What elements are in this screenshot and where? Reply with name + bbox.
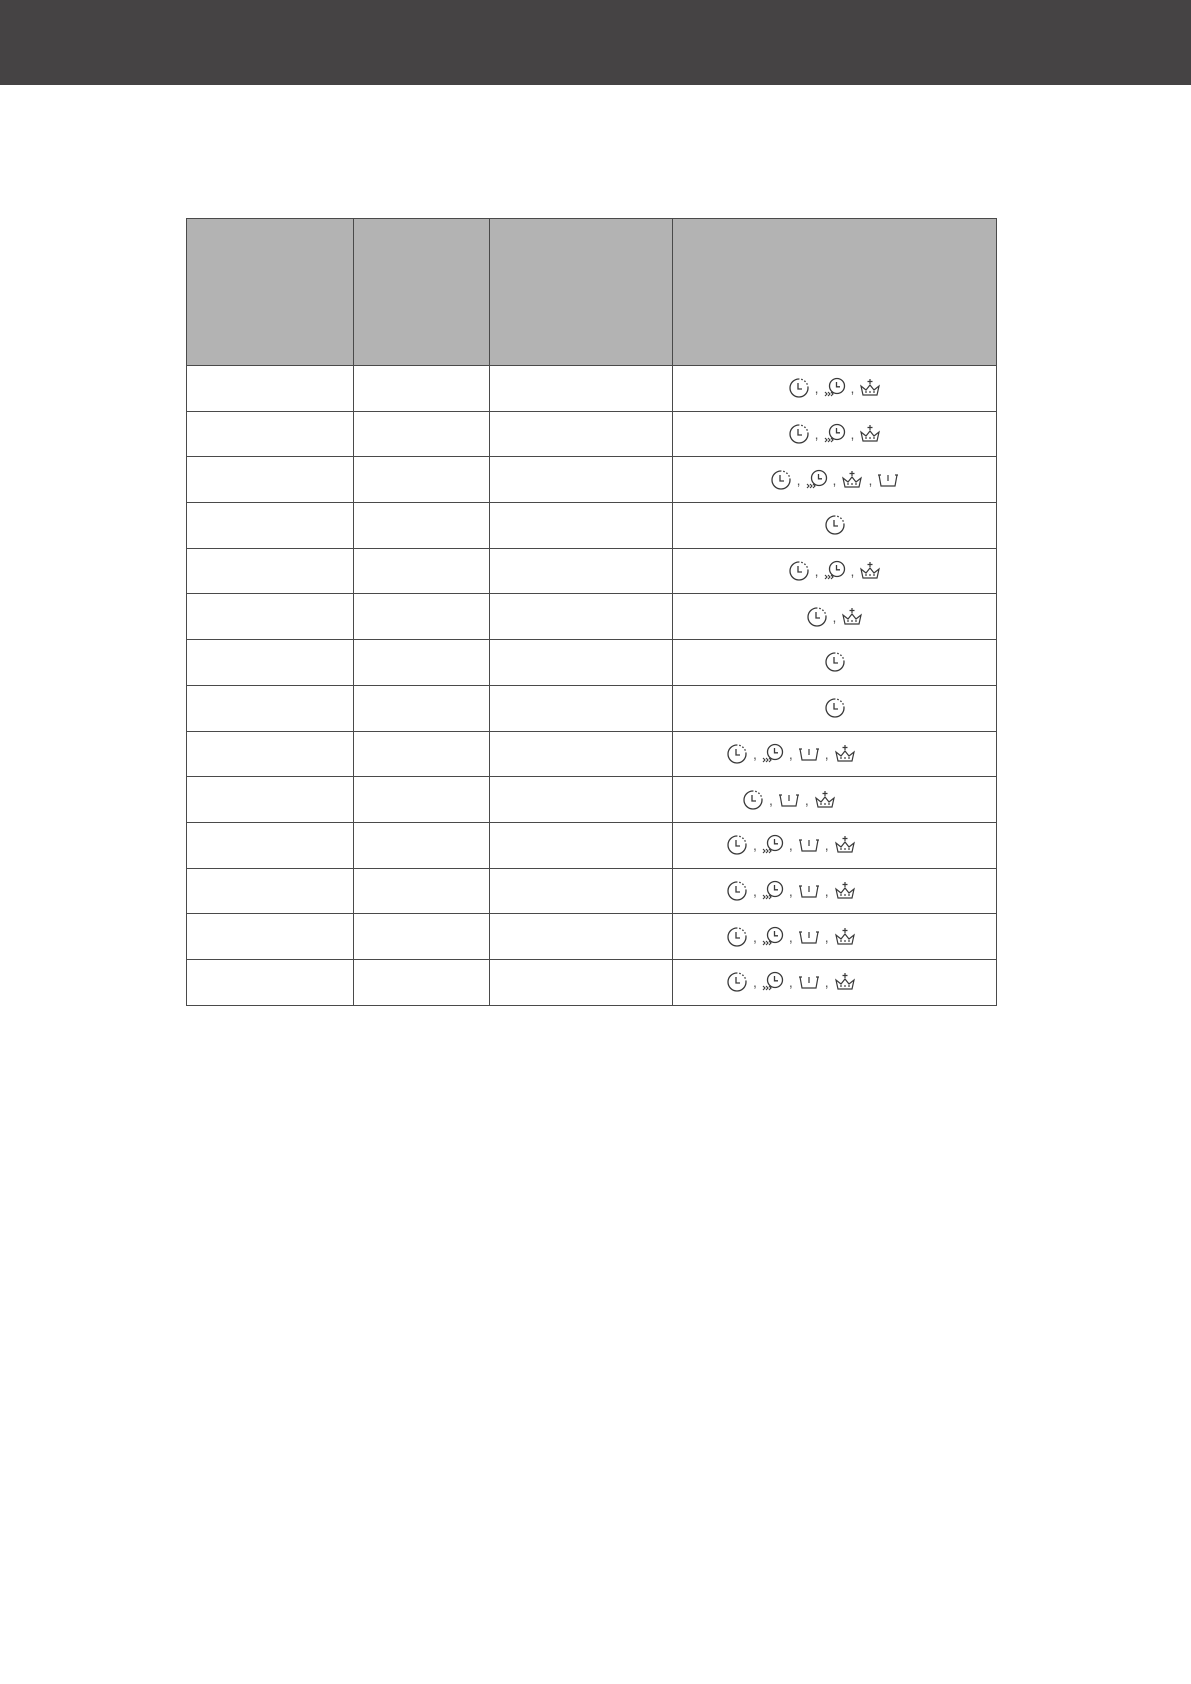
table-header-row <box>187 219 997 366</box>
option-icons-group <box>673 732 996 777</box>
icon-separator: , <box>753 837 757 854</box>
stain-removal-icon <box>858 559 882 583</box>
table-cell-options <box>673 503 997 549</box>
delay-timer-icon <box>725 742 749 766</box>
table-cell-2 <box>354 822 490 868</box>
stain-removal-icon <box>813 788 837 812</box>
header-cell-4 <box>673 219 997 366</box>
delay-timer-icon <box>769 468 793 492</box>
icon-separator: , <box>832 471 837 488</box>
stain-removal-icon <box>833 925 857 949</box>
icon-separator: , <box>788 974 793 991</box>
delay-timer-icon <box>805 605 829 629</box>
table-cell-2 <box>354 457 490 503</box>
header-cell-1 <box>187 219 354 366</box>
option-icons-group <box>673 914 996 959</box>
table-body <box>187 366 997 1006</box>
quick-wash-icon <box>805 468 829 492</box>
icon-separator: , <box>814 426 819 443</box>
quick-wash-icon <box>823 376 847 400</box>
table-row <box>187 503 997 549</box>
icon-separator: , <box>788 928 793 945</box>
table-cell-2 <box>354 868 490 914</box>
quick-wash-icon <box>823 559 847 583</box>
table-cell-2 <box>354 685 490 731</box>
table-cell-2 <box>354 548 490 594</box>
icon-separator: , <box>824 745 829 762</box>
icon-separator: , <box>814 380 819 397</box>
table-row <box>187 731 997 777</box>
table-row <box>187 822 997 868</box>
icon-separator: , <box>824 882 829 899</box>
stain-removal-icon <box>833 742 857 766</box>
program-options-table <box>186 218 997 1006</box>
table-row <box>187 411 997 457</box>
table-row <box>187 959 997 1005</box>
table-cell-2 <box>354 366 490 412</box>
table-cell-3 <box>490 822 673 868</box>
prewash-icon <box>797 970 821 994</box>
stain-removal-icon <box>833 833 857 857</box>
option-icons-group <box>673 594 996 639</box>
table-row <box>187 548 997 594</box>
table-cell-3 <box>490 503 673 549</box>
prewash-icon <box>797 925 821 949</box>
table-cell-3 <box>490 366 673 412</box>
table-cell-1 <box>187 731 354 777</box>
delay-timer-icon <box>823 513 847 537</box>
stain-removal-icon <box>840 605 864 629</box>
prewash-icon <box>876 468 900 492</box>
table-row <box>187 366 997 412</box>
table-cell-options <box>673 914 997 960</box>
table-cell-3 <box>490 914 673 960</box>
table-cell-options <box>673 411 997 457</box>
table-cell-2 <box>354 411 490 457</box>
option-icons-group <box>673 503 996 548</box>
table-row <box>187 457 997 503</box>
option-icons-group <box>673 457 996 502</box>
table-cell-options <box>673 959 997 1005</box>
table-cell-3 <box>490 457 673 503</box>
option-icons-group <box>673 412 996 457</box>
table-cell-1 <box>187 548 354 594</box>
table-cell-1 <box>187 777 354 823</box>
table-cell-options <box>673 868 997 914</box>
header-cell-3 <box>490 219 673 366</box>
table-cell-1 <box>187 503 354 549</box>
table-cell-options <box>673 640 997 686</box>
table-cell-3 <box>490 685 673 731</box>
icon-separator: , <box>788 745 793 762</box>
icon-separator: , <box>868 471 873 488</box>
quick-wash-icon <box>761 925 785 949</box>
stain-removal-icon <box>858 376 882 400</box>
icon-separator: , <box>850 563 855 580</box>
prewash-icon <box>797 742 821 766</box>
icon-separator: , <box>814 563 819 580</box>
icon-separator: , <box>824 837 829 854</box>
icon-separator: , <box>850 426 855 443</box>
icon-separator: , <box>832 608 837 625</box>
option-icons-group <box>673 960 996 1005</box>
table-cell-2 <box>354 640 490 686</box>
option-icons-group <box>673 640 996 685</box>
delay-timer-icon <box>725 879 749 903</box>
delay-timer-icon <box>725 833 749 857</box>
table-cell-1 <box>187 457 354 503</box>
quick-wash-icon <box>761 742 785 766</box>
quick-wash-icon <box>761 970 785 994</box>
icon-separator: , <box>824 974 829 991</box>
table-cell-options <box>673 366 997 412</box>
prewash-icon <box>777 788 801 812</box>
stain-removal-icon <box>833 879 857 903</box>
table-row <box>187 868 997 914</box>
table-cell-3 <box>490 777 673 823</box>
option-icons-group <box>673 549 996 594</box>
table-cell-2 <box>354 731 490 777</box>
table-cell-options <box>673 594 997 640</box>
table-cell-1 <box>187 822 354 868</box>
table-cell-1 <box>187 640 354 686</box>
table-row <box>187 640 997 686</box>
stain-removal-icon <box>833 970 857 994</box>
table-cell-1 <box>187 868 354 914</box>
table-row <box>187 914 997 960</box>
icon-separator: , <box>753 974 757 991</box>
table-cell-3 <box>490 548 673 594</box>
icon-separator: , <box>753 882 757 899</box>
table-cell-options <box>673 548 997 594</box>
table-cell-2 <box>354 777 490 823</box>
table-cell-1 <box>187 914 354 960</box>
table-cell-3 <box>490 640 673 686</box>
option-icons-group <box>673 823 996 868</box>
quick-wash-icon <box>761 879 785 903</box>
table-cell-options <box>673 685 997 731</box>
icon-separator: , <box>850 380 855 397</box>
delay-timer-icon <box>823 650 847 674</box>
option-icons-group <box>673 777 996 822</box>
delay-timer-icon <box>787 559 811 583</box>
table-cell-2 <box>354 959 490 1005</box>
table-cell-3 <box>490 959 673 1005</box>
icon-separator: , <box>769 791 773 808</box>
icon-separator: , <box>788 882 793 899</box>
table-cell-2 <box>354 914 490 960</box>
table-row <box>187 594 997 640</box>
table-cell-options <box>673 822 997 868</box>
header-cell-2 <box>354 219 490 366</box>
icon-separator: , <box>753 928 757 945</box>
icon-separator: , <box>824 928 829 945</box>
table-cell-options <box>673 777 997 823</box>
option-icons-group <box>673 686 996 731</box>
stain-removal-icon <box>840 468 864 492</box>
quick-wash-icon <box>823 422 847 446</box>
icon-separator: , <box>788 837 793 854</box>
table-cell-3 <box>490 594 673 640</box>
delay-timer-icon <box>787 376 811 400</box>
prewash-icon <box>797 879 821 903</box>
table-cell-3 <box>490 411 673 457</box>
table-cell-options <box>673 731 997 777</box>
delay-timer-icon <box>725 925 749 949</box>
table-cell-1 <box>187 685 354 731</box>
table-cell-1 <box>187 959 354 1005</box>
table-cell-1 <box>187 366 354 412</box>
delay-timer-icon <box>741 788 765 812</box>
icon-separator: , <box>753 745 757 762</box>
delay-timer-icon <box>787 422 811 446</box>
table-cell-2 <box>354 594 490 640</box>
prewash-icon <box>797 833 821 857</box>
table-cell-options <box>673 457 997 503</box>
quick-wash-icon <box>761 833 785 857</box>
table-cell-3 <box>490 868 673 914</box>
stain-removal-icon <box>858 422 882 446</box>
header-band <box>0 0 1191 85</box>
table-cell-3 <box>490 731 673 777</box>
icon-separator: , <box>796 471 801 488</box>
delay-timer-icon <box>725 970 749 994</box>
table-row <box>187 685 997 731</box>
table-cell-1 <box>187 594 354 640</box>
table-cell-1 <box>187 411 354 457</box>
table-row <box>187 777 997 823</box>
icon-separator: , <box>804 791 809 808</box>
option-icons-group <box>673 366 996 411</box>
delay-timer-icon <box>823 696 847 720</box>
option-icons-group <box>673 869 996 914</box>
table-cell-2 <box>354 503 490 549</box>
